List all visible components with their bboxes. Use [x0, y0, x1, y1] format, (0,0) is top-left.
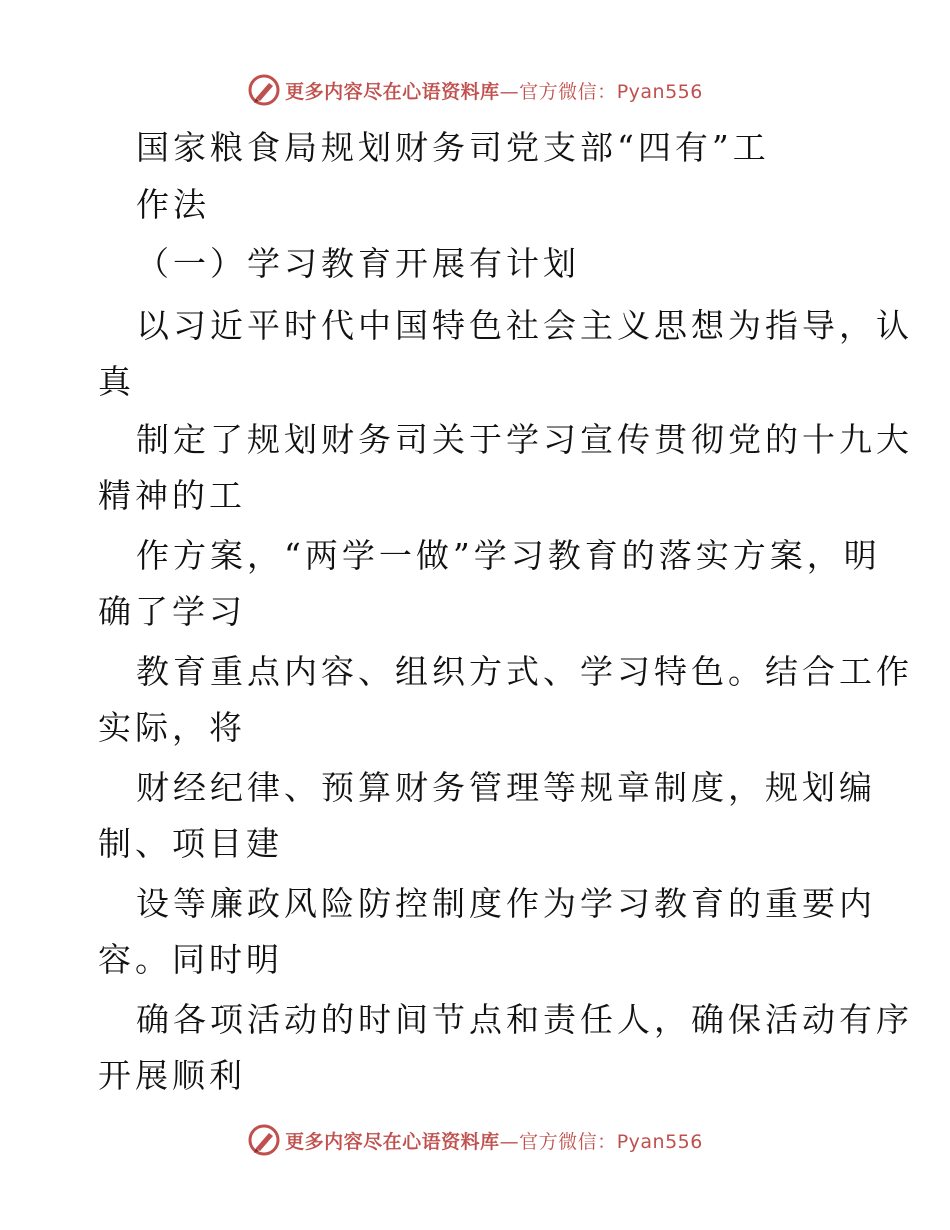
paragraph-line: 精神的工: [98, 476, 246, 515]
paragraph-line: 教育重点内容、组织方式、学习特色。结合工作: [136, 652, 913, 691]
paragraph-line: 以习近平时代中国特色社会主义思想为指导，认: [136, 306, 913, 345]
paragraph-line: 设等廉政风险防控制度作为学习教育的重要内: [136, 884, 876, 923]
doc-title-line-1: 国家粮食局规划财务司党支部“四有”工: [136, 128, 770, 167]
section-heading: （一）学习教育开展有计划: [136, 244, 580, 283]
paragraph-line: 财经纪律、预算财务管理等规章制度，规划编: [136, 768, 876, 807]
banner-text: 更多内容尽在心语资料库—官方微信：Pyan556: [285, 1130, 703, 1153]
pen-logo-icon: [247, 73, 281, 107]
paragraph-line: 开展顺利: [98, 1056, 246, 1095]
paragraph-line: 确了学习: [98, 592, 246, 631]
footer-banner: [0, 1120, 950, 1160]
pen-logo-icon: [247, 1123, 281, 1157]
paragraph-line: 实际，将: [98, 708, 246, 747]
doc-title-line-2: 作法: [136, 185, 210, 224]
paragraph-line: 真: [98, 362, 135, 401]
paragraph-line: 确各项活动的时间节点和责任人，确保活动有序: [136, 1000, 913, 1039]
paragraph-line: 制定了规划财务司关于学习宣传贯彻党的十九大: [136, 420, 913, 459]
paragraph-line: 容。同时明: [98, 940, 283, 979]
paragraph-line: 制、项目建: [98, 824, 283, 863]
banner-text: 更多内容尽在心语资料库—官方微信：Pyan556: [285, 80, 703, 103]
paragraph-line: 作方案，“两学一做”学习教育的落实方案，明: [136, 536, 881, 575]
header-banner: [0, 70, 950, 110]
